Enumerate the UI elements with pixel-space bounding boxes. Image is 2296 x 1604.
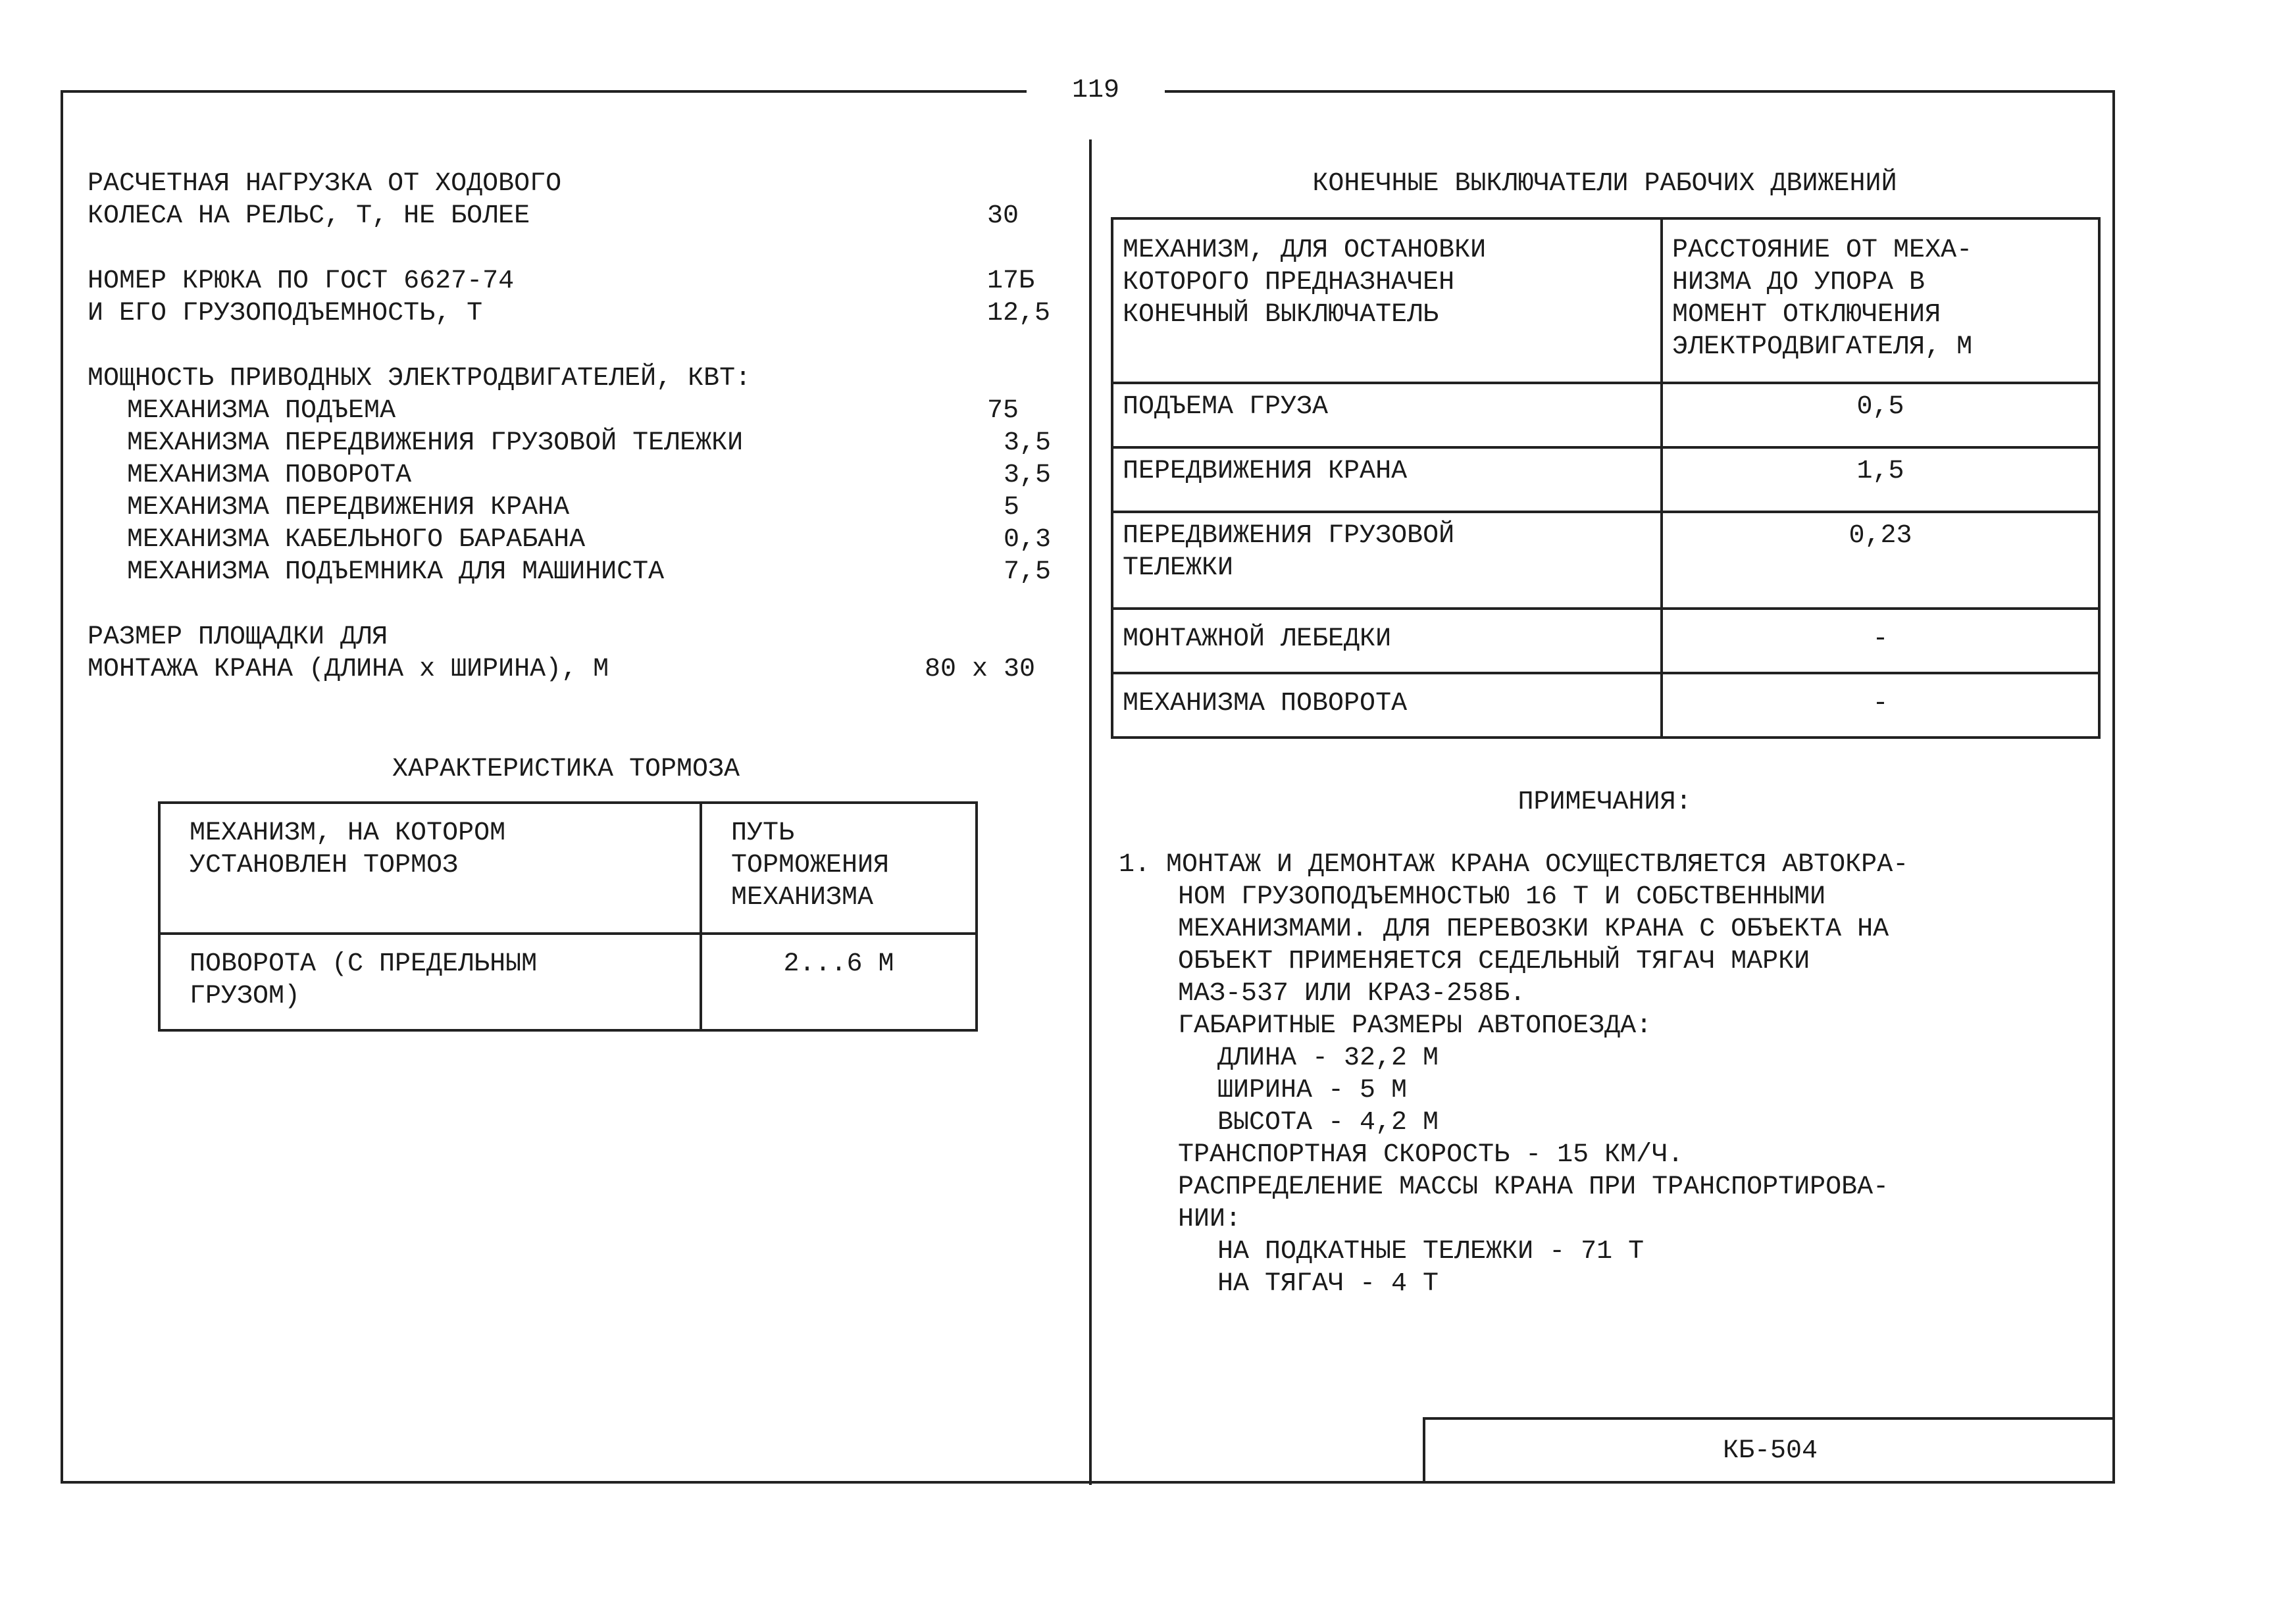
table-row [1112, 383, 2099, 447]
hook-value-2: 12,5 [987, 299, 1051, 328]
limit-row-distance: - [1662, 609, 2099, 673]
site-label-1: РАЗМЕР ПЛОЩАДКИ ДЛЯ [88, 622, 388, 652]
notes-block [1119, 849, 1908, 1300]
limit-row-distance: 1,5 [1662, 447, 2099, 512]
note-line: НА ПОДКАТНЫЕ ТЕЛЕЖКИ - 71 Т [1217, 1237, 1645, 1266]
note-line: НА ТЯГАЧ - 4 Т [1217, 1269, 1439, 1299]
note-line: ВЫСОТА - 4,2 М [1217, 1108, 1439, 1138]
power-heading: МОЩНОСТЬ ПРИВОДНЫХ ЭЛЕКТРОДВИГАТЕЛЕЙ, КВТ: [88, 364, 752, 393]
brake-table-title: ХАРАКТЕРИСТИКА ТОРМОЗА [392, 755, 740, 784]
brake-header-distance: ПУТЬ ТОРМОЖЕНИЯ МЕХАНИЗМА [701, 803, 977, 934]
limit-header-distance: РАССТОЯНИЕ ОТ МЕХА- НИЗМА ДО УПОРА В МОМЕНТ ОТКЛЮЧЕНИЯ ЭЛЕКТРОДВИГАТЕЛЯ, М [1662, 218, 2099, 383]
note-line: МЕХАНИЗМАМИ. ДЛЯ ПЕРЕВОЗКИ КРАНА С ОБЪЕКТА НА [1178, 915, 1889, 944]
power-item-value: 3,5 [1004, 428, 1052, 458]
limit-table-header-row [1112, 218, 2099, 383]
note-line: НОМ ГРУЗОПОДЪЕМНОСТЬЮ 16 Т И СОБСТВЕННЫМИ [1178, 882, 1826, 912]
brake-table [158, 801, 978, 1032]
wheel-load-value: 30 [987, 201, 1019, 231]
document-code-stamp: КБ-504 [1423, 1417, 2115, 1484]
limit-header-mechanism: МЕХАНИЗМ, ДЛЯ ОСТАНОВКИ КОТОРОГО ПРЕДНАЗНАЧЕН КОНЕЧНЫЙ ВЫКЛЮЧАТЕЛЬ [1112, 218, 1662, 383]
wheel-load-label-2: КОЛЕСА НА РЕЛЬС, Т, НЕ БОЛЕЕ [88, 201, 530, 231]
note-line: МАЗ-537 ИЛИ КРАЗ-258Б. [1178, 979, 1526, 1009]
note-line: РАСПРЕДЕЛЕНИЕ МАССЫ КРАНА ПРИ ТРАНСПОРТИРОВА- [1178, 1172, 1889, 1202]
note-line: ДЛИНА - 32,2 М [1217, 1043, 1439, 1073]
wheel-load-label-1: РАСЧЕТНАЯ НАГРУЗКА ОТ ХОДОВОГО [88, 169, 562, 199]
limit-row-mechanism: МЕХАНИЗМА ПОВОРОТА [1112, 673, 1662, 738]
limit-row-mechanism: МОНТАЖНОЙ ЛЕБЕДКИ [1112, 609, 1662, 673]
table-row [1112, 673, 2099, 738]
brake-row-mechanism: ПОВОРОТА (С ПРЕДЕЛЬНЫМ ГРУЗОМ) [159, 934, 701, 1030]
note-line: НИИ: [1178, 1205, 1242, 1234]
note-line: 1. МОНТАЖ И ДЕМОНТАЖ КРАНА ОСУЩЕСТВЛЯЕТСЯ АВТОКРА- [1119, 850, 1909, 880]
brake-header-mechanism: МЕХАНИЗМ, НА КОТОРОМ УСТАНОВЛЕН ТОРМОЗ [159, 803, 701, 934]
notes-title: ПРИМЕЧАНИЯ: [1518, 788, 1692, 817]
power-item-value: 75 [987, 396, 1019, 426]
limit-row-distance: 0,23 [1662, 512, 2099, 609]
power-item-label: МЕХАНИЗМА ПОДЪЕМНИКА ДЛЯ МАШИНИСТА [127, 557, 665, 587]
brake-row-distance: 2...6 М [701, 934, 977, 1030]
power-item-label: МЕХАНИЗМА ПЕРЕДВИЖЕНИЯ ГРУЗОВОЙ ТЕЛЕЖКИ [127, 428, 744, 458]
note-line: ШИРИНА - 5 М [1217, 1076, 1408, 1105]
hook-label-1: НОМЕР КРЮКА ПО ГОСТ 6627-74 [88, 266, 515, 296]
site-label-2: МОНТАЖА КРАНА (ДЛИНА x ШИРИНА), М [88, 655, 609, 684]
power-item-value: 3,5 [1004, 461, 1052, 490]
limit-switch-table-title: КОНЕЧНЫЕ ВЫКЛЮЧАТЕЛИ РАБОЧИХ ДВИЖЕНИЙ [1312, 169, 1897, 199]
limit-row-distance: - [1662, 673, 2099, 738]
brake-table-header-row [159, 803, 977, 934]
table-row [1112, 609, 2099, 673]
note-line: ГАБАРИТНЫЕ РАЗМЕРЫ АВТОПОЕЗДА: [1178, 1011, 1652, 1041]
power-item-value: 7,5 [1004, 557, 1052, 587]
limit-row-mechanism: ПЕРЕДВИЖЕНИЯ КРАНА [1112, 447, 1662, 512]
table-row [159, 934, 977, 1030]
power-item-value: 0,3 [1004, 525, 1052, 555]
page-number: 119 [1071, 76, 1119, 105]
limit-row-mechanism: ПЕРЕДВИЖЕНИЯ ГРУЗОВОЙ ТЕЛЕЖКИ [1112, 512, 1662, 609]
hook-value-1: 17Б [987, 266, 1035, 296]
power-item-label: МЕХАНИЗМА ПОВОРОТА [127, 461, 412, 490]
power-item-label: МЕХАНИЗМА ПЕРЕДВИЖЕНИЯ КРАНА [127, 493, 570, 522]
limit-row-distance: 0,5 [1662, 383, 2099, 447]
power-item-label: МЕХАНИЗМА ПОДЪЕМА [127, 396, 396, 426]
table-row [1112, 447, 2099, 512]
table-row [1112, 512, 2099, 609]
column-divider [1089, 139, 1092, 1485]
note-line: ОБЪЕКТ ПРИМЕНЯЕТСЯ СЕДЕЛЬНЫЙ ТЯГАЧ МАРКИ [1178, 947, 1810, 976]
limit-row-mechanism: ПОДЪЕМА ГРУЗА [1112, 383, 1662, 447]
hook-label-2: И ЕГО ГРУЗОПОДЪЕМНОСТЬ, Т [88, 299, 483, 328]
power-item-label: МЕХАНИЗМА КАБЕЛЬНОГО БАРАБАНА [127, 525, 586, 555]
limit-switch-table [1111, 217, 2101, 739]
note-line: ТРАНСПОРТНАЯ СКОРОСТЬ - 15 КМ/Ч. [1178, 1140, 1684, 1170]
power-item-value: 5 [1004, 493, 1020, 522]
site-value: 80 x 30 [925, 655, 1036, 684]
